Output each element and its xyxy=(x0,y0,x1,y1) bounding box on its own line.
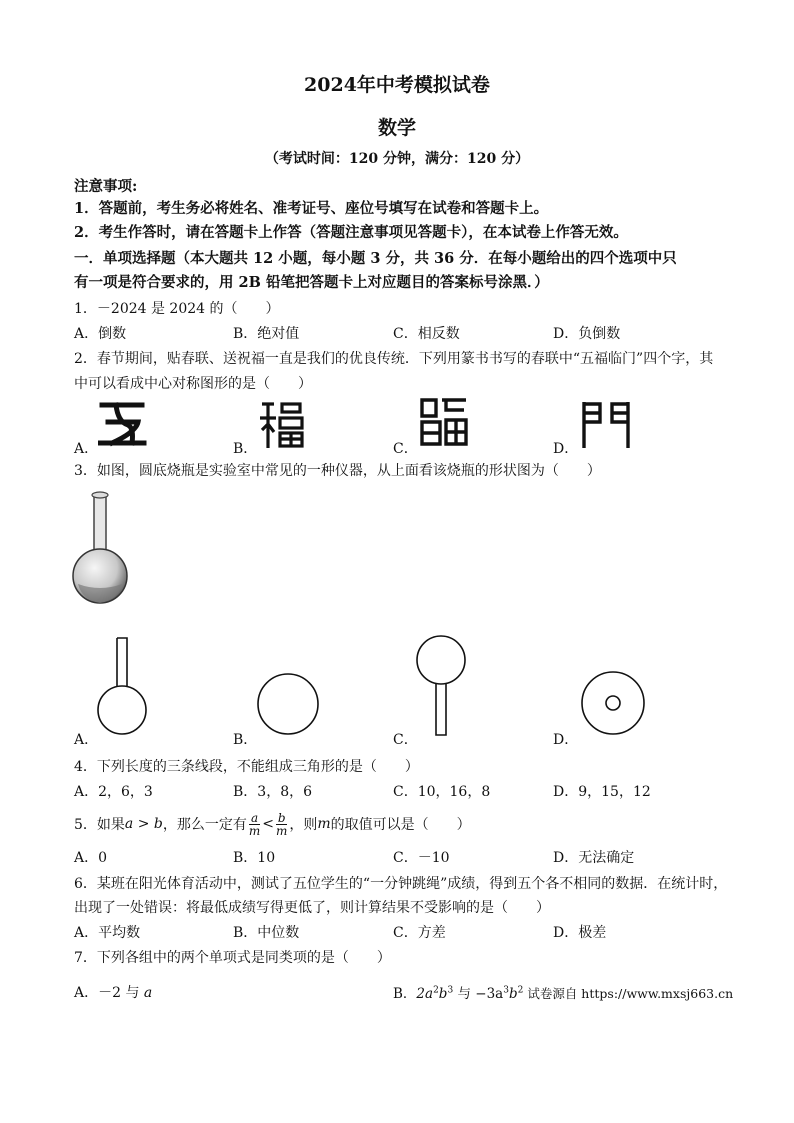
subject-title: 数学 xyxy=(377,117,416,139)
q5-fraction-b-numerator: b xyxy=(277,810,286,825)
q6-option-c: C．方差 xyxy=(393,925,446,941)
q7-b-exp2: 3 xyxy=(447,985,454,996)
q7-b-mid: 与 −3a xyxy=(453,986,504,1002)
q3-label-d: D． xyxy=(553,732,579,748)
q2-label-a: A． xyxy=(74,441,99,457)
q7-option-a xyxy=(74,982,152,1002)
q1-option-d: D．负倒数 xyxy=(553,326,621,342)
q5-stem-post: ，则 xyxy=(289,817,318,833)
q5-condition: a > b xyxy=(124,816,163,832)
q6-option-b: B．中位数 xyxy=(233,925,300,941)
q4-option-b: B．3，8，6 xyxy=(233,784,313,800)
q5-less-than: < xyxy=(262,816,274,832)
q1-option-c: C．相反数 xyxy=(393,326,460,342)
notes-item-2: 2．考生作答时，请在答题卡上作答（答题注意事项见答题卡），在本试卷上作答无效。 xyxy=(74,224,628,241)
q7-b-term2: b xyxy=(438,986,448,1002)
q7-stem: 7．下列各组中的两个单项式是同类项的是（ ） xyxy=(74,950,391,966)
q6-stem-line-2: 出现了一处错误：将最低成绩写得更低了，则计算结果不受影响的是（ ） xyxy=(74,900,550,916)
round-bottom-flask-image xyxy=(70,490,140,615)
q4-option-d: D．9，15，12 xyxy=(553,784,651,800)
seal-glyph-men xyxy=(580,400,632,450)
q6-stem-line-1: 6．某班在阳光体育活动中，测试了五位学生的“一分钟跳绳”成绩，得到五个各不相同的数据．在统计时， xyxy=(74,876,728,892)
q7-option-a-var: a xyxy=(143,985,153,1001)
q3-stem: 3．如图，圆底烧瓶是实验室中常见的一种仪器，从上面看该烧瓶的形状图为（ ） xyxy=(74,463,601,479)
q5-option-b: B．10 xyxy=(233,850,276,866)
q5-fraction-b-denominator: m xyxy=(276,823,288,838)
q7-option-b xyxy=(393,982,733,1002)
q7-option-a-text: A．－2 与 xyxy=(74,985,144,1001)
q5-option-d: D．无法确定 xyxy=(553,850,635,866)
q5-stem-mid: ，那么一定有 xyxy=(162,817,247,833)
q3-figure-b xyxy=(256,672,320,736)
q5-fraction-b xyxy=(276,812,287,837)
q7-b-exp4: 2 xyxy=(517,985,524,996)
q5-fraction-a xyxy=(249,812,260,837)
q7-option-b-label: B． xyxy=(393,986,417,1002)
q4-stem: 4．下列长度的三条线段，不能组成三角形的是（ ） xyxy=(74,759,419,775)
q3-figure-a xyxy=(95,636,149,736)
q5-stem xyxy=(74,806,471,842)
q3-label-a: A． xyxy=(74,732,99,748)
section-1-line-2: 有一项是符合要求的，用 2B 铅笔把答题卡上对应题目的答案标号涂黑．） xyxy=(74,274,549,291)
q5-variable: m xyxy=(317,816,331,832)
q2-stem-line-2: 中可以看成中心对称图形的是（ ） xyxy=(74,376,312,392)
q6-option-d: D．极差 xyxy=(553,925,607,941)
page-title: 2024年中考模拟试卷 xyxy=(304,74,490,96)
q7-b-exp3: 3 xyxy=(503,985,509,996)
q2-stem-line-1: 2．春节期间，贴春联、送祝福一直是我们的优良传统．下列用篆书书写的春联中“五福临门”四个字，其 xyxy=(74,351,714,367)
q5-option-a: A．0 xyxy=(74,850,108,866)
q7-b-term4: b xyxy=(508,986,518,1002)
q1-stem: 1．－2024 是 2024 的（ ） xyxy=(74,301,280,317)
q3-label-b: B． xyxy=(233,732,258,748)
q3-label-c: C． xyxy=(393,732,418,748)
q4-option-a: A．2，6，3 xyxy=(74,784,153,800)
watermark-source: 试卷源自 https://www.mxsj663.cn xyxy=(523,986,734,1001)
seal-glyph-fu xyxy=(258,400,306,450)
notes-heading: 注意事项: xyxy=(74,178,138,195)
q5-stem-pre: 5．如果 xyxy=(74,817,125,833)
q5-fraction-a-numerator: a xyxy=(250,810,259,825)
q6-option-a: A．平均数 xyxy=(74,925,141,941)
section-1-line-1: 一．单项选择题（本大题共 12 小题，每小题 3 分，共 36 分．在每小题给出的四个选项中只 xyxy=(74,250,677,267)
q5-fraction-a-denominator: m xyxy=(248,823,261,838)
exam-info: （考试时间：120 分钟，满分：120 分） xyxy=(264,151,530,167)
q4-option-c: C．10，16，8 xyxy=(393,784,491,800)
q2-label-c: C． xyxy=(393,441,418,457)
q3-figure-d xyxy=(580,670,646,736)
q3-figure-c xyxy=(414,633,468,737)
q2-label-d: D． xyxy=(553,441,579,457)
seal-glyph-wu xyxy=(98,400,148,448)
seal-glyph-lin xyxy=(418,396,470,448)
q1-option-b: B．绝对值 xyxy=(233,326,300,342)
q5-stem-end: 的取值可以是（ ） xyxy=(330,817,471,833)
q5-option-c: C．－10 xyxy=(393,850,450,866)
notes-item-1: 1．答题前，考生务必将姓名、准考证号、座位号填写在试卷和答题卡上。 xyxy=(74,200,549,217)
q1-option-a: A．倒数 xyxy=(74,326,127,342)
q7-b-term1: 2a xyxy=(416,986,434,1002)
q7-b-exp1: 2 xyxy=(433,985,439,996)
q2-label-b: B． xyxy=(233,441,258,457)
